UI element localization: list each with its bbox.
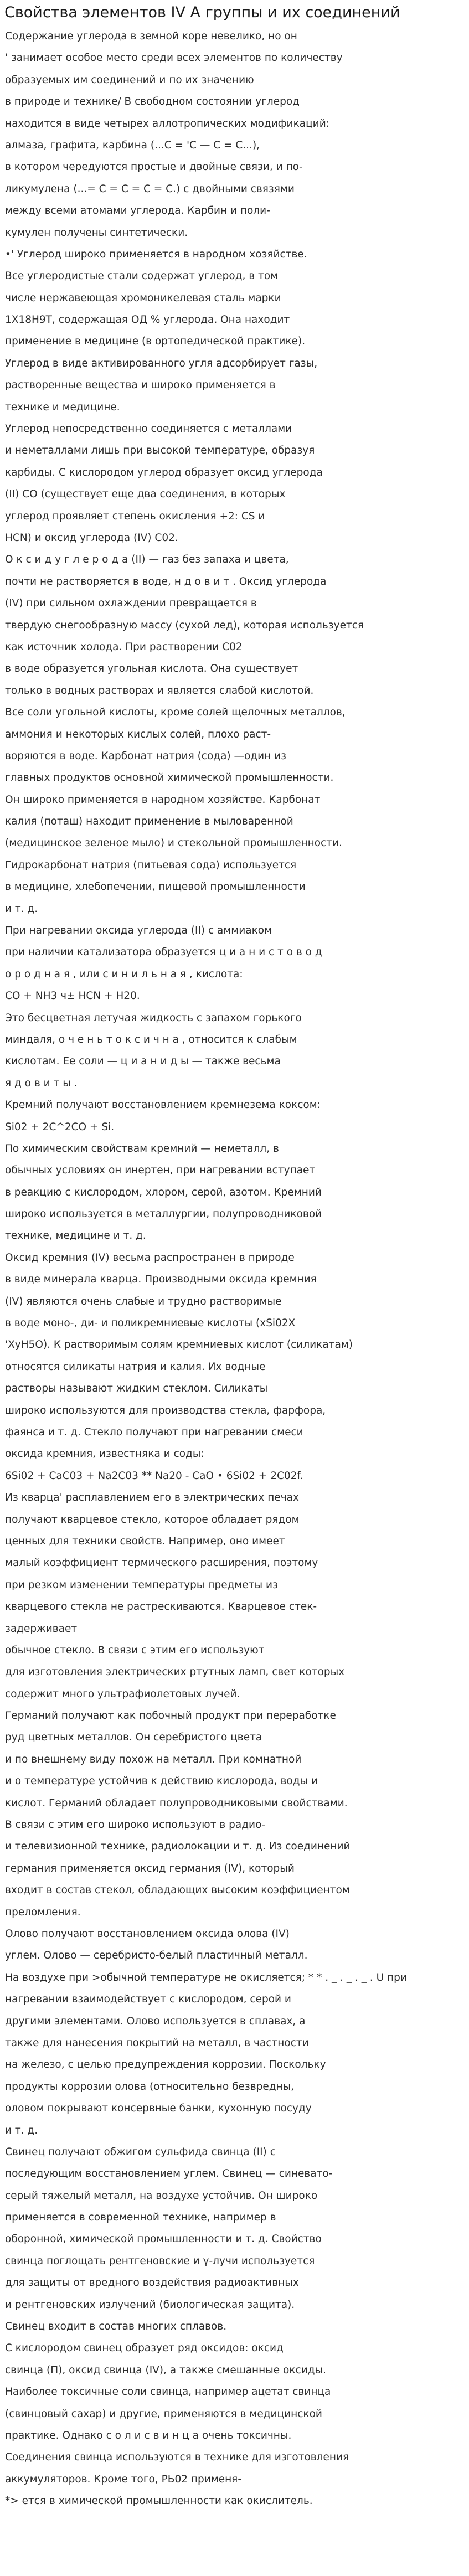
text-line: для защиты от вредного воздействия радиоактивных [5,2277,299,2289]
text-line: и т. д. [5,2124,38,2136]
text-line: Все углеродистые стали содержат углерод, в том [5,270,279,282]
text-line: Кремний получают восстановлением кремнезема коксом: [5,1099,321,1111]
text-line: образуемых им соединений и по их значению [5,74,254,86]
text-line: в воде моно-, ди- и поликремниевые кислоты (xSi02X [5,1317,296,1330]
text-line: (II) СО (существует еще два соединения, в которых [5,488,286,501]
text-line: на железо, с целью предупреждения коррозии. Поскольку [5,2059,326,2071]
text-line: находится в виде четырех аллотропических модификаций: [5,117,329,130]
text-line: растворы называют жидким стеклом. Силикаты [5,1383,268,1395]
text-line: С кислородом свинец образует ряд оксидов: оксид [5,2342,284,2355]
text-line: в реакцию с кислородом, хлором, серой, азотом. Кремний [5,1186,322,1198]
text-line: аммония и некоторых кислых солей, плохо раст- [5,728,271,740]
text-line: для изготовления электрических ртутных ламп, свет которых [5,1666,345,1678]
text-line: Он широко применяется в народном хозяйстве. Карбонат [5,794,321,806]
text-line: содержит много ультрафиолетовых лучей. [5,1688,240,1700]
text-line: широко используются для производства стекла, фарфора, [5,1404,326,1416]
text-line: По химическим свойствам кремний — неметалл, в [5,1142,279,1155]
text-line: На воздухе при >обычной температуре не окисляется; * * . _ . _ . _ . U при [5,1971,407,1983]
text-line: нагревании взаимодействует с кислородом, серой и [5,1993,291,2006]
text-line: технике и медицине. [5,401,120,413]
text-line: последующим восстановлением углем. Свинец — синевато- [5,2168,333,2180]
text-line: продукты коррозии олова (относительно безвредны, [5,2080,295,2093]
text-line: (IV) являются очень слабые и трудно растворимые [5,1295,282,1307]
text-line: относятся силикаты натрия и калия. Их водные [5,1361,266,1373]
text-line: кварцевого стекла не растрескиваются. Кварцевое стек- [5,1601,317,1613]
text-line: применение в медицине (в ортопедической практике). [5,336,306,348]
text-line: и рентгеновских излучений (биологическая защита). [5,2299,295,2311]
text-line: преломления. [5,1906,81,1918]
text-line: и неметаллами лишь при высокой температуре, образуя [5,445,315,457]
text-line: применяется в современной технике, например в [5,2212,276,2224]
text-line: задерживает [5,1622,78,1635]
text-line: только в водных растворах и является слабой кислотой. [5,684,314,697]
text-line: Оксид кремния (IV) весьма распространен в природе [5,1251,295,1264]
text-line: широко используется в металлургии, полупроводниковой [5,1208,322,1220]
text-line: Из кварца' расплавлением его в электрических печах [5,1492,299,1504]
text-line: как источник холода. При растворении С02 [5,641,243,653]
text-line: свинца поглощать рентгеновские и γ-лучи используется [5,2255,315,2267]
text-line: руд цветных металлов. Он серебристого цвета [5,1732,262,1744]
text-line: Олово получают восстановлением оксида олова (IV) [5,1928,290,1940]
text-line: ценных для техники свойств. Например, оно имеет [5,1535,285,1547]
text-line: при резком изменении температуры предметы из [5,1579,278,1591]
text-line: и о температуре устойчив к действию кислорода, воды и [5,1775,318,1787]
text-line: оловом покрывают консервные банки, кухонную посуду [5,2103,312,2115]
text-line: растворенные вещества и широко применяется в [5,379,276,391]
text-line: германия применяется оксид германия (IV), который [5,1862,295,1874]
text-line: Содержание углерода в земной коре невелико, но он [5,30,297,42]
text-line: калия (поташ) находит применение в мыловаренной [5,816,293,828]
text-line: оксида кремния, известняка и соды: [5,1448,204,1460]
text-line: Наиболее токсичные соли свинца, например ацетат свинца [5,2386,331,2398]
text-line: Соединения свинца используются в технике для изготовления [5,2451,349,2464]
text-line: кислот. Германий обладает полупроводниковыми свойствами. [5,1797,348,1809]
text-line: (медицинское зеленое мыло) и стекольной промышленности. [5,837,342,849]
text-line: О к с и д у г л е р о д а (II) — газ без запаха и цвета, [5,554,289,566]
text-line: обычных условиях он инертен, при нагревании вступает [5,1165,316,1177]
text-line: Это бесцветная летучая жидкость с запахом горького [5,1012,302,1024]
text-line: серый тяжелый металл, на воздухе устойчив. Он широко [5,2189,318,2202]
text-line: между всеми атомами углерода. Карбин и поли- [5,205,270,217]
text-line: HCN) и оксид углерода (IV) С02. [5,532,178,544]
text-line: технике, медицине и т. д. [5,1230,146,1242]
text-line: при наличии катализатора образуется ц и а н и с т о в о д [5,946,322,959]
text-line: о р о д н а я , или с и н и л ь н а я , кислота: [5,968,243,980]
text-line: *> ется в химической промышленности как окислитель. [5,2495,313,2507]
text-line: и по внешнему виду похож на металл. При комнатной [5,1753,302,1765]
text-line: и телевизионной технике, радиолокации и т. д. Из соединений [5,1841,351,1853]
text-line: •' Углерод широко применяется в народном хозяйстве. [5,248,307,260]
text-line: и т. д. [5,903,38,915]
text-line: Свинец входит в состав многих сплавов. [5,2321,227,2333]
document-body [5,25,465,2512]
text-line: оборонной, химической промышленности и т. д. Свойство [5,2233,322,2245]
text-line: входит в состав стекол, обладающих высоким коэффициентом [5,1884,350,1897]
text-line: свинца (П), оксид свинца (IV), а также смешанные оксиды. [5,2364,327,2376]
text-line: почти не растворяется в воде, н д о в и т . Оксид углерода [5,575,327,588]
text-line: Германий получают как побочный продукт при переработке [5,1710,336,1722]
text-line: ' занимает особое место среди всех элементов по количеству [5,52,343,64]
text-line: 6Si02 + CaC03 + Na2C03 ** Na20 - CaO • 6Si02 + 2C02f. [5,1470,303,1482]
text-line: Si02 + 2С^2СО + Si. [5,1121,115,1133]
text-line: в природе и технике/ В свободном состоянии углерод [5,96,300,108]
text-line: 'ХуН5О). К растворимым солям кремниевых кислот (силикатам) [5,1339,353,1351]
text-line: ликумулена (...= С = С = С = С.) с двойными связями [5,183,295,195]
text-line: 1Х18Н9Т, содержащая ОД % углерода. Она находит [5,314,290,326]
text-line: аккумуляторов. Кроме того, РЬ02 применя- [5,2473,241,2485]
text-line: также для нанесения покрытий на металл, в частности [5,2037,309,2049]
text-line: числе нержавеющая хромоникелевая сталь марки [5,292,281,304]
text-line: Свинец получают обжигом сульфида свинца (II) с [5,2146,276,2158]
text-line: обычное стекло. В связи с этим его используют [5,1644,265,1656]
text-line: получают кварцевое стекло, которое обладает рядом [5,1513,300,1526]
text-line: углем. Олово — серебристо-белый пластичный металл. [5,1950,308,1962]
text-line: твердую снегообразную массу (сухой лед), которая используется [5,619,364,631]
text-line: кумулен получены синтетически. [5,226,188,239]
text-line: алмаза, графита, карбина (...С = 'С — С = С...), [5,139,260,151]
text-line: кислотам. Ее соли — ц и а н и д ы — также весьма [5,1055,281,1068]
text-line: углерод проявляет степень окисления +2: CS и [5,510,265,522]
text-line: в виде минерала кварца. Производными оксида кремния [5,1274,317,1286]
text-line: CO + NH3 ч± HCN + H20. [5,990,140,1002]
page-title: Свойства элементов IV А группы и их соединений [4,4,400,21]
text-line: воряются в воде. Карбонат натрия (сода) —один из [5,750,286,762]
text-line: я д о в и т ы . [5,1077,78,1089]
text-line: главных продуктов основной химической промышленности. [5,772,334,784]
text-line: практике. Однако с о л и с в и н ц а очень токсичны. [5,2429,292,2441]
text-line: В связи с этим его широко используют в радио- [5,1819,266,1831]
text-line: в медицине, хлебопечении, пищевой промышленности [5,881,306,893]
text-line: в котором чередуются простые и двойные связи, и по- [5,161,303,173]
text-line: Углерод непосредственно соединяется с металлами [5,423,292,435]
text-line: малый коэффициент термического расширения, поэтому [5,1557,318,1569]
text-line: При нагревании оксида углерода (II) с аммиаком [5,925,272,937]
text-line: карбиды. С кислородом углерод образует оксид углерода [5,466,323,478]
text-line: Гидрокарбонат натрия (питьевая сода) используется [5,859,297,871]
text-line: (свинцовый сахар) и другие, применяются в медицинской [5,2408,322,2420]
text-line: миндаля, о ч е н ь т о к с и ч н а , относится к слабым [5,1033,297,1045]
text-line: в воде образуется угольная кислота. Она существует [5,663,298,675]
text-line: фаянса и т. д. Стекло получают при нагревании смеси [5,1426,303,1438]
text-line: Все соли угольной кислоты, кроме солей щелочных металлов, [5,707,346,719]
text-line: другими элементами. Олово используется в сплавах, а [5,2015,306,2027]
text-line: (IV) при сильном охлаждении превращается в [5,597,257,610]
text-line: Углерод в виде активированного угля адсорбирует газы, [5,357,318,369]
